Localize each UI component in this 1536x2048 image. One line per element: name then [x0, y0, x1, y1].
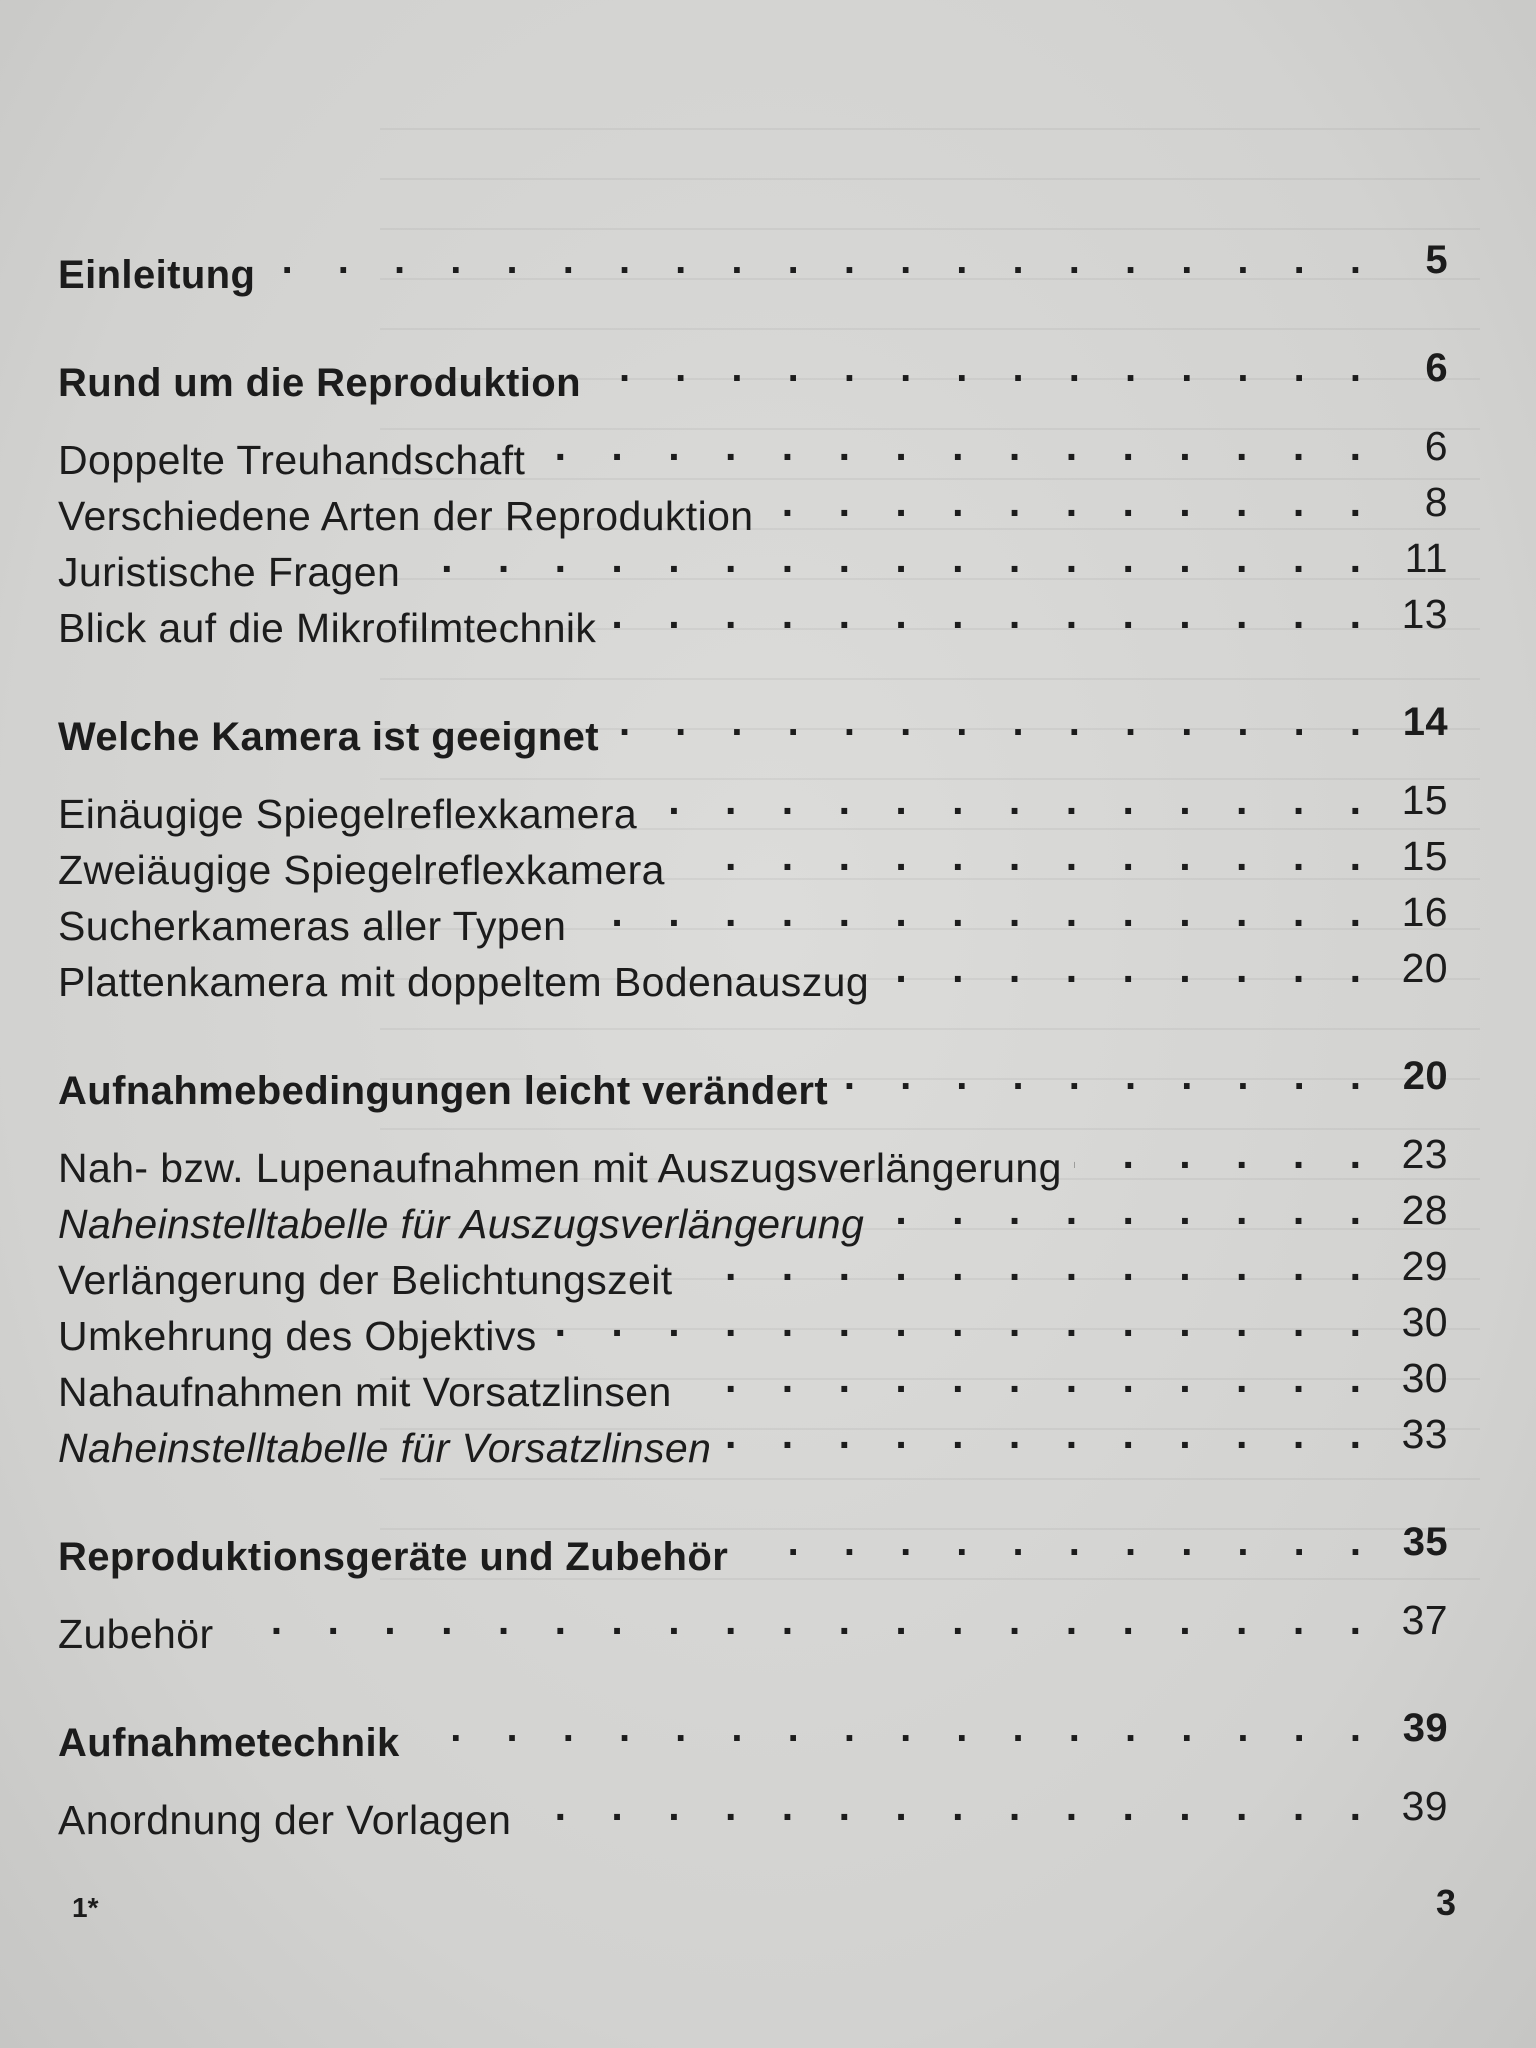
dot-leader	[226, 1592, 1378, 1648]
dot-leader	[840, 1048, 1378, 1104]
toc-entry-title: Umkehrung des Objektivs	[58, 1313, 537, 1359]
toc-entry-page: 15	[1401, 777, 1448, 823]
toc-entry-title: Naheinstelltabelle für Auszugsverlängerung	[58, 1201, 865, 1247]
toc-table-entry	[58, 1406, 1448, 1471]
dot-leader	[537, 418, 1378, 474]
toc-entry-title: Blick auf die Mikrofilmtechnik	[58, 605, 597, 651]
toc-section-entry	[58, 586, 1448, 651]
toc-chapter-entry	[58, 1700, 1448, 1765]
toc-chapter-entry	[58, 232, 1448, 297]
toc-entry-page: 8	[1424, 479, 1448, 525]
toc-section-entry	[58, 474, 1448, 539]
dot-leader	[766, 474, 1378, 530]
dot-leader	[677, 828, 1378, 884]
toc-entry-title: Anordnung der Vorlagen	[58, 1797, 512, 1843]
toc-entry-title: Naheinstelltabelle für Vorsatzlinsen	[58, 1425, 712, 1471]
toc-section-entry	[58, 940, 1448, 1005]
toc-section-entry	[58, 1294, 1448, 1359]
dot-leader	[685, 1238, 1378, 1294]
toc-entry-title: Welche Kamera ist geeignet	[58, 715, 599, 759]
table-of-contents	[58, 232, 1448, 1843]
toc-chapter-entry	[58, 694, 1448, 759]
dot-leader	[523, 1778, 1378, 1834]
page-footer	[72, 1882, 1456, 1942]
toc-entry-title: Zubehör	[58, 1611, 214, 1657]
dot-leader	[740, 1514, 1378, 1570]
toc-entry-page: 39	[1401, 1783, 1448, 1829]
toc-entry-title: Aufnahmetechnik	[58, 1721, 400, 1765]
toc-entry-title: Doppelte Treuhandschaft	[58, 437, 526, 483]
toc-section-entry	[58, 828, 1448, 893]
toc-table-entry	[58, 1182, 1448, 1247]
toc-entry-title: Plattenkamera mit doppeltem Bodenauszug	[58, 959, 870, 1005]
dot-leader	[608, 586, 1378, 642]
toc-entry-title: Rund um die Reproduktion	[58, 361, 581, 405]
dot-leader	[549, 1294, 1378, 1350]
toc-entry-page: 28	[1401, 1187, 1448, 1233]
signature-mark: 1*	[72, 1892, 99, 1923]
toc-section-entry	[58, 1238, 1448, 1303]
dot-leader	[723, 1406, 1378, 1462]
toc-entry-title: Juristische Fragen	[58, 549, 401, 595]
toc-entry-title: Einäugige Spiegelreflexkamera	[58, 791, 638, 837]
toc-entry-title: Sucherkameras aller Typen	[58, 903, 567, 949]
toc-entry-title: Verlängerung der Belichtungszeit	[58, 1257, 673, 1303]
toc-entry-title: Einleitung	[58, 253, 256, 297]
dot-leader	[412, 1700, 1378, 1756]
toc-entry-page: 37	[1401, 1597, 1448, 1643]
toc-entry-page: 30	[1401, 1355, 1448, 1401]
toc-section-entry	[58, 1126, 1448, 1191]
toc-section-entry	[58, 1778, 1448, 1843]
toc-entry-page: 29	[1401, 1243, 1448, 1289]
dot-leader	[578, 884, 1378, 940]
dot-leader	[876, 1182, 1378, 1238]
toc-entry-page: 30	[1401, 1299, 1448, 1345]
toc-entry-page: 20	[1401, 945, 1448, 991]
toc-entry-title: Reproduktionsgeräte und Zubehör	[58, 1535, 729, 1579]
dot-leader	[684, 1350, 1378, 1406]
dot-leader	[881, 940, 1378, 996]
dot-leader	[412, 530, 1378, 586]
toc-entry-title: Verschiedene Arten der Reproduktion	[58, 493, 754, 539]
toc-section-entry	[58, 772, 1448, 837]
toc-entry-page: 13	[1401, 591, 1448, 637]
toc-section-entry	[58, 418, 1448, 483]
toc-entry-title: Nah- bzw. Lupenaufnahmen mit Auszugsverlängerung	[58, 1145, 1062, 1191]
toc-section-entry	[58, 1350, 1448, 1415]
toc-entry-page: 39	[1402, 1706, 1448, 1750]
toc-entry-page: 5	[1425, 238, 1448, 282]
toc-section-entry	[58, 530, 1448, 595]
toc-entry-title: Nahaufnahmen mit Vorsatzlinsen	[58, 1369, 672, 1415]
toc-entry-title: Zweiäugige Spiegelreflexkamera	[58, 847, 665, 893]
toc-entry-page: 11	[1404, 535, 1448, 581]
toc-entry-page: 6	[1425, 346, 1448, 390]
dot-leader	[611, 694, 1378, 750]
toc-entry-page: 33	[1401, 1411, 1448, 1457]
dot-leader	[1074, 1126, 1378, 1182]
dot-leader	[267, 232, 1378, 288]
toc-entry-title: Aufnahmebedingungen leicht verändert	[58, 1069, 829, 1113]
toc-entry-page: 15	[1401, 833, 1448, 879]
toc-chapter-entry	[58, 1514, 1448, 1579]
toc-section-entry	[58, 1592, 1448, 1657]
toc-chapter-entry	[58, 340, 1448, 405]
dot-leader	[649, 772, 1378, 828]
toc-entry-page: 20	[1402, 1054, 1448, 1098]
toc-entry-page: 14	[1402, 700, 1448, 744]
dot-leader	[593, 340, 1378, 396]
toc-chapter-entry	[58, 1048, 1448, 1113]
toc-entry-page: 6	[1424, 423, 1448, 469]
page-number: 3	[1435, 1882, 1456, 1923]
toc-entry-page: 23	[1401, 1131, 1448, 1177]
toc-entry-page: 16	[1401, 889, 1448, 935]
toc-entry-page: 35	[1402, 1520, 1448, 1564]
toc-section-entry	[58, 884, 1448, 949]
